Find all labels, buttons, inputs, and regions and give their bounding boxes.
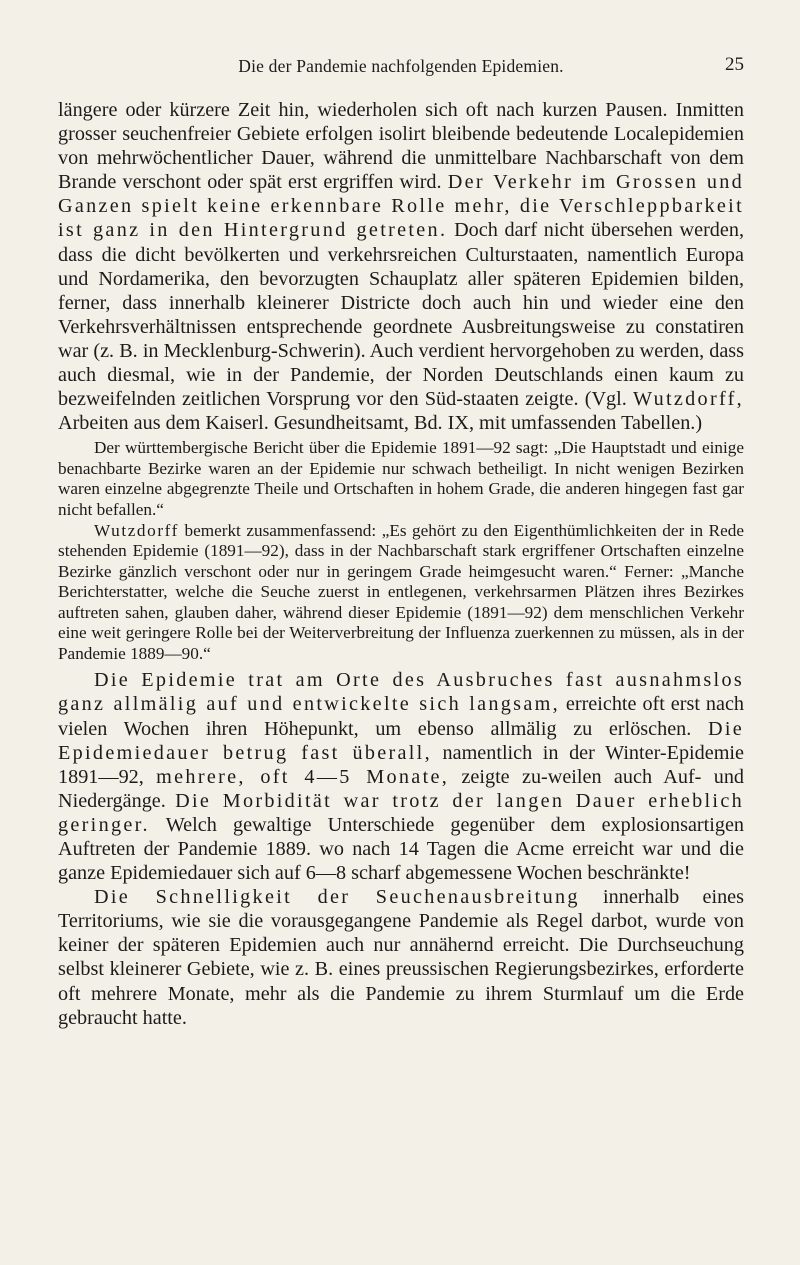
text-segment: erreichte oft erst nach vielen Wochen ihren Höhepunkt, um ebenso allmälig zu erlöschen. bbox=[58, 693, 745, 740]
text-segment: bemerkt zusammenfassend: „Es gehört zu den Eigenthümlichkeiten der in Rede stehenden Epidemie (1891—92), dass in der Nachbarschaft stark ergriffener Ortschaften einzelne Bezirke gänzlich verschont oder nur in geringem Grade heimgesucht waren.“ Ferner: „Manche Berichterstatter, welche die Seuche zuerst in entlegenen, verkehrsarmen Plätzen ihres Bezirkes auftreten sahen, glauben daher, während dieser Epidemie (1891—92) dem menschlichen Verkehr eine weit geringere Rolle bei der Weiterverbreitung der Influenza zuerkennen zu müssen, als in der Pandemie 1889—90.“ bbox=[58, 520, 744, 663]
spaced-emphasis: Der Verkehr im Grossen und Ganzen spielt keine erkennbare Rolle mehr, die Verschleppbarkeit ist ganz in den Hintergrund getreten. bbox=[58, 171, 744, 242]
spaced-emphasis: Die Epidemiedauer betrug fast überall, bbox=[58, 717, 745, 764]
paragraph-later-epidemics bbox=[58, 98, 744, 435]
quote-wutzdorff bbox=[58, 521, 744, 665]
quotation-block bbox=[58, 438, 744, 664]
paragraph-epidemic-course bbox=[58, 668, 744, 885]
spaced-emphasis: mehrere, oft 4—5 Monate, bbox=[156, 765, 450, 788]
text-segment: längere oder kürzere Zeit hin, wiederholen sich oft nach kurzen Pausen. Inmitten grosser seuchenfreier Gebiete erfolgen isolirt bleibende bedeutende Localepidemien von mehrwöchentlicher Dauer, während die unmittelbare Nachbarschaft von dem Brande verschont oder spät erst ergriffen wird. bbox=[58, 99, 744, 194]
spaced-emphasis: Die Morbidität war trotz der langen Dauer erheblich geringer. bbox=[58, 789, 744, 836]
text-segment: Doch darf nicht übersehen werden, dass die dicht bevölkerten und verkehrsreichen Culturstaaten, namentlich Europa und Nordamerika, den bevorzugten Schauplatz aller späteren Epidemien bilden, ferner, dass innerhalb kleinerer Districte doch auch hin und wieder eine den Verkehrsverhältnissen entsprechende geordnete Ausbreitungsweise zu constatiren war (z. B. in Mecklenburg-Schwerin). Auch verdient hervorgehoben zu werden, dass auch diesmal, wie in der Pandemie, der Norden Deutschlands einen kaum zu bezweifelnden zeitlichen Vorsprung vor den Süd-staaten zeigte. (Vgl. bbox=[58, 219, 744, 411]
author-name: Wutzdorff bbox=[94, 520, 179, 540]
text-segment: Welch gewaltige Unterschiede gegenüber dem explosionsartigen Auftreten der Pandemie 1889. wo nach 14 Tagen die Acme erreicht war und die ganze Epidemiedauer sich auf 6—8 scharf abgemessene Wochen beschränkte! bbox=[58, 813, 745, 885]
text-segment: namentlich in der Winter-Epidemie 1891—92, bbox=[58, 741, 744, 788]
author-name: Wutzdorff, bbox=[633, 388, 744, 411]
text-segment: Der württembergische Bericht über die Epidemie 1891—92 sagt: „Die Hauptstadt und einige benachbarte Bezirke waren an der Epidemie nur schwach betheiligt. In nicht wenigen Bezirken waren einzelne abgegrenzte Theile und Ortschaften in hohem Grade, die anderen hingegen fast gar nicht befallen.“ bbox=[58, 438, 744, 519]
spaced-emphasis: Die Epidemie trat am Orte des Ausbruches fast ausnahmslos ganz allmälig auf und entwickelte sich langsam, bbox=[58, 669, 744, 716]
paragraph-spread-speed bbox=[58, 885, 744, 1030]
page-number: 25 bbox=[725, 54, 744, 75]
book-page bbox=[58, 44, 744, 1030]
text-segment: innerhalb eines Territoriums, wie sie die vorausgegangene Pandemie als Regel darbot, wurde von keiner der späteren Epidemien auch nur annähernd erreicht. Die Durchseuchung selbst kleinerer Gebiete, wie z. B. eines preussischen Regierungsbezirkes, erforderte oft mehrere Monate, mehr als die Pandemie zu ihrem Sturmlauf um die Erde gebraucht hatte. bbox=[58, 886, 744, 1029]
spaced-emphasis: Die Schnelligkeit der Seuchenausbreitung bbox=[94, 886, 580, 909]
text-segment: zeigte zu-weilen auch Auf- und Niedergänge. bbox=[58, 765, 745, 812]
running-title: Die der Pandemie nachfolgenden Epidemien. bbox=[238, 56, 564, 76]
page-header bbox=[58, 44, 744, 84]
text-segment: Arbeiten aus dem Kaiserl. Gesundheitsamt, Bd. IX, mit umfassenden Tabellen.) bbox=[58, 412, 703, 435]
quote-wuerttemberg-report bbox=[58, 438, 744, 520]
